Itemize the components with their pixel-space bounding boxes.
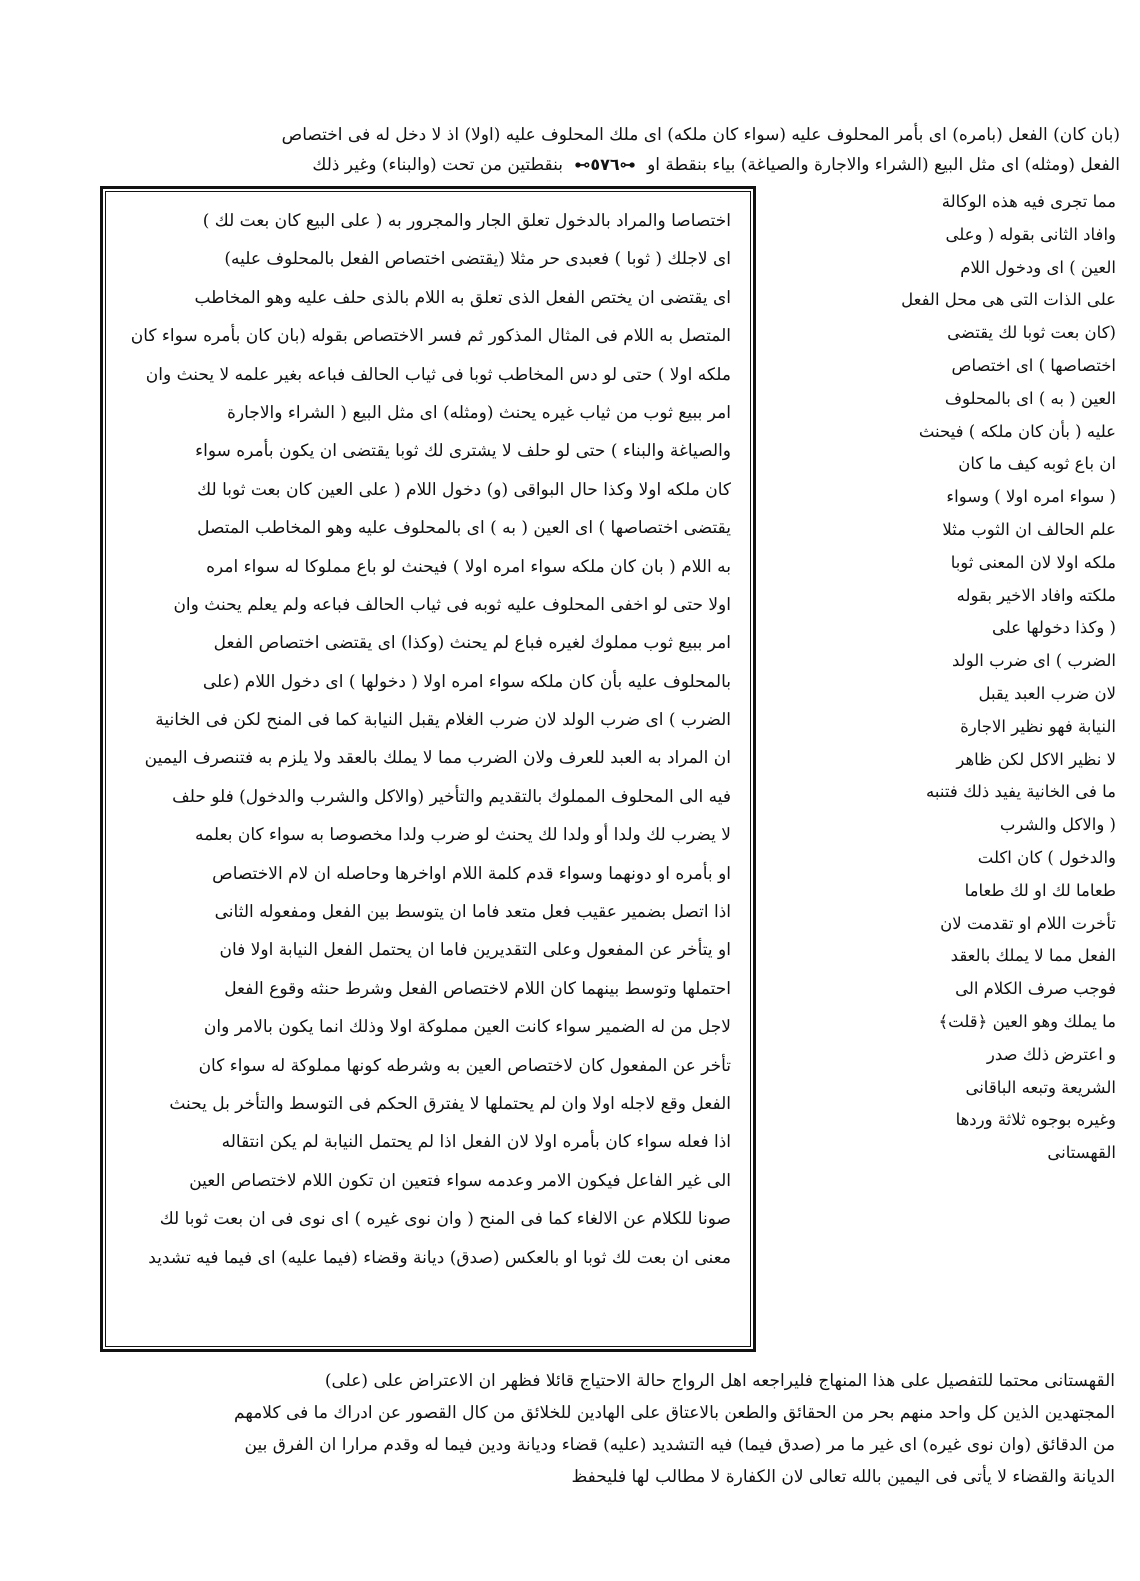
main-line: الضرب ) اى ضرب الولد لان ضرب الغلام يقبل النيابة كما فى المنح لكن فى الخانية (155, 710, 731, 731)
margin-line: ( سواء امره اولا ) وسواء (946, 487, 1116, 507)
margin-line: ما يملك وهو العين ﴿قلت﴾ (938, 1011, 1116, 1031)
main-line: ملكه اولا ) حتى لو دس المخاطب ثوبا فى ثياب الحالف فباعه بغير علمه لا يحنث وان (145, 364, 731, 385)
main-line: صونا للكلام عن الالغاء كما فى المنح ( وان نوى غيره ) اى نوى فى ان بعت ثوبا لك (159, 1209, 731, 1230)
margin-line: القهستانى (1047, 1143, 1116, 1163)
header-line-2-left: بنقطتين من تحت (والبناء) وغير ذلك (312, 155, 563, 175)
margin-line: ما فى الخانية يفيد ذلك فتنبه (926, 782, 1116, 802)
main-line: اختصاصا والمراد بالدخول تعلق الجار والمجرور به ( على البيع كان بعت لك ) (202, 211, 731, 231)
main-line: امر ببيع ثوب مملوك لغيره فباع لم يحنث (وكذا) اى يقتضى اختصاص الفعل (213, 633, 731, 654)
main-line: ان المراد به العبد للعرف ولان الضرب مما لا يملك بالعقد ولا يلزم به فتنصرف اليمين (144, 748, 731, 769)
main-line: يقتضى اختصاصها ) اى العين ( به ) اى بالمحلوف عليه وهو المخاطب المتصل (197, 518, 731, 539)
margin-line: (كان بعت ثوبا لك يقتضى (947, 323, 1116, 343)
margin-line: وافاد الثانى بقوله ( وعلى (945, 224, 1116, 244)
margin-line: عليه ( بأن كان ملكه ) فيحنث (918, 421, 1116, 441)
main-line: والصياغة والبناء ) حتى لو حلف لا يشترى لك ثوبا يقتضى ان يكون بأمره سواء (195, 441, 731, 462)
margin-line: ( والاكل والشرب (999, 815, 1116, 835)
margin-line: مما تجرى فيه هذه الوكالة (941, 192, 1116, 211)
margin-line: ملكته وافاد الاخير بقوله (956, 585, 1116, 605)
main-line: كان ملكه اولا وكذا حال البواقى (و) دخول اللام ( على العين كان بعت ثوبا لك (197, 479, 731, 500)
main-line: معنى ان بعت لك ثوبا او بالعكس (صدق) ديانة وقضاء (فيما عليه) اى فيما فيه تشديد (148, 1247, 731, 1268)
margin-line: طعاما لك او لك طعاما (964, 880, 1116, 900)
margin-line: ان باع ثوبه كيف ما كان (958, 454, 1116, 474)
main-line: المتصل به اللام فى المثال المذكور ثم فسر الاختصاص بقوله (بان كان بأمره سواء كان (130, 326, 731, 347)
margin-line: اختصاصها ) اى اختصاص (951, 355, 1116, 375)
header-line-1: (بان كان) الفعل (بامره) اى بأمر المحلوف عليه (سواء كان ملكه) اى ملك المحلوف عليه (اولا) اذ لا دخل له فى اختصاص (281, 125, 1120, 145)
margin-line: لا نظير الاكل لكن ظاهر (956, 749, 1116, 769)
main-line: فيه الى المحلوف المملوك بالتقديم والتأخير (والاكل والشرب والدخول) فلو حلف (172, 786, 731, 807)
main-line: او بأمره او دونهما وسواء قدم كلمة اللام اواخرها وحاصله ان لام الاختصاص (212, 863, 731, 884)
margin-line: الفعل مما لا يملك بالعقد (950, 946, 1116, 966)
main-line: تأخر عن المفعول كان لاختصاص العين به وشرطه كونها مملوكة له سواء كان (198, 1055, 731, 1076)
main-line: اى يقتضى ان يختص الفعل الذى تعلق به اللام بالذى حلف عليه وهو المخاطب (194, 287, 731, 308)
footer-line: المجتهدين الذين كل واحد منهم بحر من الحقائق والطعن بالاعتاق على الهادين للخلائق من كال القصور عن ادراك ما فى كلامهم (234, 1403, 1115, 1423)
header-line-2 (115, 150, 1120, 180)
main-line: اولا حتى لو اخفى المحلوف عليه ثوبه فى ثياب الحالف فباعه ولم يعلم يحنث وان (173, 594, 731, 615)
margin-line: فوجب صرف الكلام الى (955, 979, 1116, 999)
footer-text (80, 1365, 1115, 1493)
margin-line: العين ) اى ودخول اللام (960, 257, 1116, 277)
main-line: احتملها وتوسط بينهما كان اللام لاختصاص الفعل وشرط حنثه وقوع الفعل (224, 978, 731, 999)
footer-line: الديانة والقضاء لا يأتى فى اليمين بالله تعالى لان الكفارة لا مطالب لها فليحفظ (571, 1467, 1115, 1487)
main-line: اذا اتصل بضمير عقيب فعل متعد فاما ان يتوسط بين الفعل ومفعوله الثانى (214, 902, 731, 923)
header-line-2-right: الفعل (ومثله) اى مثل البيع (الشراء والاجارة والصياغة) بياء بنقطة او (647, 155, 1120, 175)
margin-line: والدخول ) كان اكلت (977, 847, 1116, 867)
main-line: او يتأخر عن المفعول وعلى التقديرين فاما ان يحتمل الفعل النيابة اولا فان (219, 940, 731, 961)
main-line: لاجل من له الضمير سواء كانت العين مملوكة اولا وذلك انما يكون بالامر وان (203, 1017, 731, 1038)
margin-line: ( وكذا دخولها على (991, 618, 1116, 638)
margin-line: النيابة فهو نظير الاجارة (960, 716, 1116, 736)
page-number: ⊷٥٧٦⊶ (574, 155, 636, 174)
margin-line: على الذات التى هى محل الفعل (901, 290, 1116, 310)
margin-line: وغيره بوجوه ثلاثة وردها (955, 1110, 1116, 1130)
main-line: الى غير الفاعل فيكون الامر وعدمه سواء فتعين ان تكون اللام لاختصاص العين (189, 1170, 731, 1191)
main-line: بالمحلوف عليه بأن كان ملكه سواء امره اولا ( دخولها ) اى دخول اللام (على (202, 671, 731, 692)
main-line: لا يضرب لك ولدا أو ولدا لك يحنث لو ضرب ولدا مخصوصا به سواء كان بعلمه (194, 825, 731, 846)
margin-commentary (766, 186, 1116, 1376)
footer-line: من الدقائق (وان نوى غيره) اى غير ما مر (صدق فيما) فيه التشديد (عليه) قضاء وديانة ودين فيما له وقدم مرارا ان الفرق بين (244, 1435, 1115, 1455)
margin-line: العين ( به ) اى بالمحلوف (944, 388, 1116, 408)
margin-line: ملكه اولا لان المعنى ثوبا (950, 552, 1116, 572)
margin-line: الضرب ) اى ضرب الولد (952, 651, 1116, 671)
main-text (125, 203, 731, 1339)
main-line: به اللام ( بان كان ملكه سواء امره اولا ) فيحنث لو باع مملوكا له سواء امره (206, 556, 731, 577)
main-line: اى لاجلك ( ثوبا ) فعبدى حر مثلا (يقتضى اختصاص الفعل بالمحلوف عليه) (224, 249, 731, 270)
margin-line: لان ضرب العبد يقبل (978, 683, 1116, 703)
margin-line: تأخرت اللام او تقدمت لان (940, 913, 1116, 933)
margin-line: و اعترض ذلك صدر (986, 1044, 1116, 1064)
main-text-frame (100, 186, 756, 1352)
margin-line: علم الحالف ان الثوب مثلا (942, 519, 1116, 539)
header-text (115, 120, 1120, 180)
main-line: الفعل وقع لاجله اولا وان لم يحتملها لا يفترق الحكم فى التوسط والتأخر بل يحنث (169, 1093, 731, 1114)
footer-line: القهستانى محتما للتفصيل على هذا المنهاج فليراجعه اهل الرواج حالة الاحتياج قائلا فظهر ان الاعتراض على (على) (324, 1371, 1115, 1391)
margin-line: الشريعة وتبعه الباقانى (965, 1077, 1116, 1097)
main-line: اذا فعله سواء كان بأمره اولا لان الفعل اذا لم يحتمل النيابة لم يكن انتقاله (221, 1132, 731, 1153)
main-line: امر ببيع ثوب من ثياب غيره يحنث (ومثله) اى مثل البيع ( الشراء والاجارة (227, 402, 731, 423)
